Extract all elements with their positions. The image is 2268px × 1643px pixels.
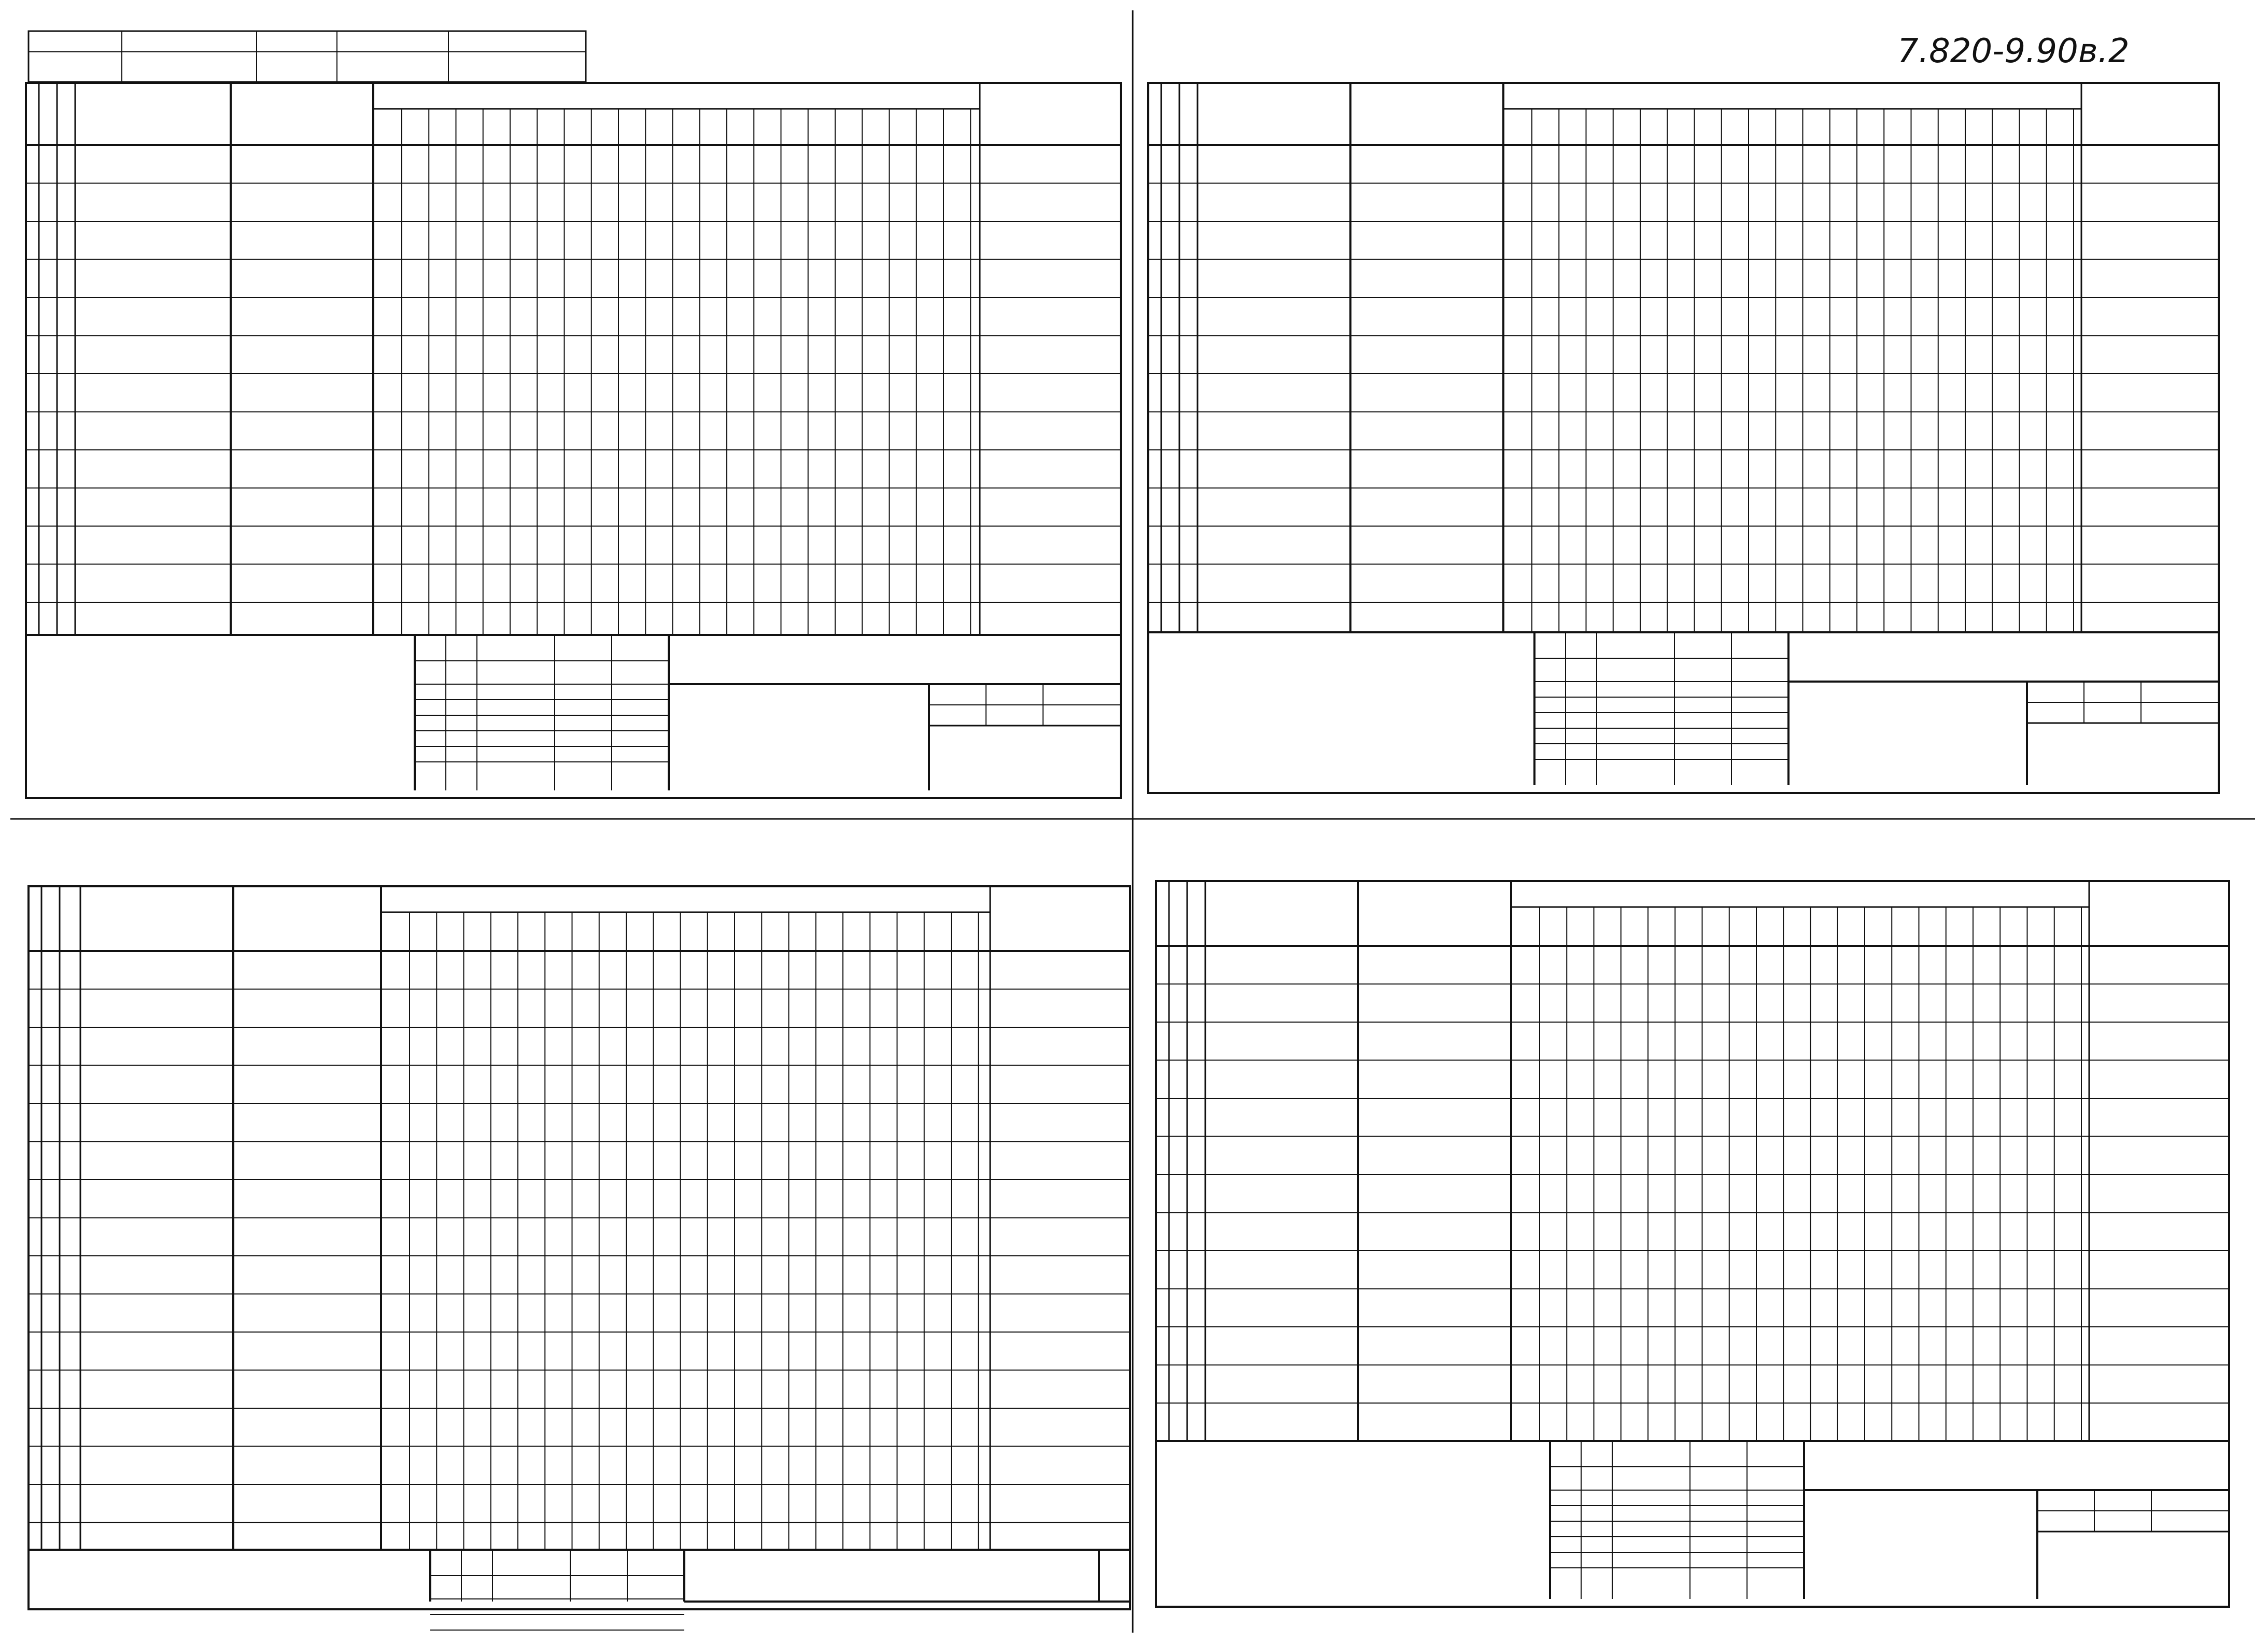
sheet-frame bbox=[1148, 83, 2219, 793]
archive-stamp bbox=[29, 31, 586, 82]
page-title: 7.820-9.90в.2 bbox=[1897, 32, 2130, 70]
sheet-frame bbox=[26, 83, 1121, 798]
sheet-frame bbox=[29, 886, 1130, 1609]
sheet-frame bbox=[1156, 881, 2229, 1607]
